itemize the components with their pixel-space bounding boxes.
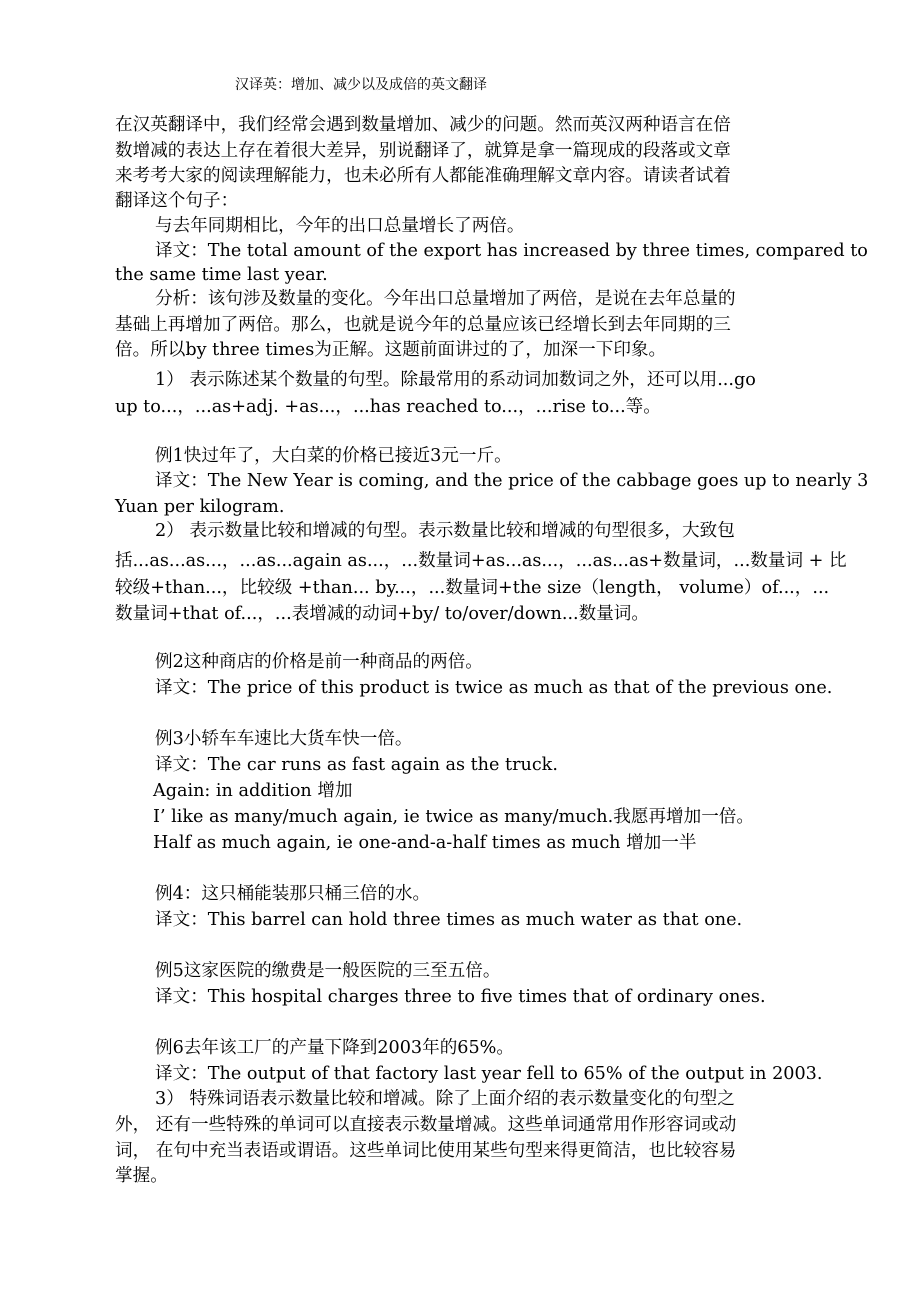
text-line: 数量词+that of...，...表增减的动词+by/ to/over/down...数量词。 bbox=[115, 604, 649, 624]
text-line: 外， 还有一些特殊的单词可以直接表示数量增减。这些单词通常用作形容词或动 bbox=[115, 1115, 737, 1135]
text-line: 括...as...as...，...as...again as...，...数量词+as...as...，...as...as+数量词，...数量词 + 比 bbox=[115, 551, 847, 571]
text-line: I’ like as many/much again, ie twice as many/much.我愿再增加一倍。 bbox=[153, 807, 754, 827]
text-line: 来考考大家的阅读理解能力，也未必所有人都能准确理解文章内容。请读者试着 bbox=[115, 166, 731, 186]
text-line: 译文：This barrel can hold three times as much water as that one. bbox=[155, 910, 743, 930]
text-line: 2） 表示数量比较和增减的句型。表示数量比较和增减的句型很多，大致包 bbox=[155, 521, 735, 541]
text-line: 分析：该句涉及数量的变化。今年出口总量增加了两倍，是说在去年总量的 bbox=[155, 289, 736, 309]
text-line: 翻译这个句子： bbox=[115, 191, 239, 211]
text-line: 译文：The total amount of the export has increased by three times, compared to bbox=[155, 241, 868, 261]
text-line: 例5这家医院的缴费是一般医院的三至五倍。 bbox=[155, 961, 501, 981]
text-line: 基础上再增加了两倍。那么，也就是说今年的总量应该已经增长到去年同期的三 bbox=[115, 315, 731, 335]
text-line: Half as much again, ie one-and-a-half times as much 增加一半 bbox=[153, 833, 697, 853]
text-line: 例4：这只桶能装那只桶三倍的水。 bbox=[155, 884, 431, 904]
text-line: 3） 特殊词语表示数量比较和增减。除了上面介绍的表示数量变化的句型之 bbox=[155, 1089, 735, 1109]
text-line: 与去年同期相比，今年的出口总量增长了两倍。 bbox=[155, 216, 525, 236]
text-line: up to...，...as+adj. +as...，...has reached to...，...rise to...等。 bbox=[115, 397, 661, 417]
text-line: 译文：The price of this product is twice as much as that of the previous one. bbox=[155, 678, 833, 698]
text-line: 掌握。 bbox=[115, 1166, 168, 1186]
text-line: 译文：This hospital charges three to five times that of ordinary ones. bbox=[155, 987, 766, 1007]
text-line: 较级+than...，比较级 +than... by...，...数量词+the size（length， volume）of...，... bbox=[115, 578, 830, 598]
text-line: 1） 表示陈述某个数量的句型。除最常用的系动词加数词之外，还可以用...go bbox=[155, 370, 756, 390]
text-line: Again: in addition 增加 bbox=[153, 781, 353, 801]
text-line: 例1快过年了，大白菜的价格已接近3元一斤。 bbox=[155, 446, 512, 466]
text-line: 译文：The New Year is coming, and the price of the cabbage goes up to nearly 3 bbox=[155, 471, 869, 491]
text-line: 例3小轿车车速比大货车快一倍。 bbox=[155, 729, 413, 749]
text-line: 译文：The output of that factory last year fell to 65% of the output in 2003. bbox=[155, 1064, 823, 1084]
page-header: 汉译英：增加、减少以及成倍的英文翻译 bbox=[235, 77, 487, 93]
text-line: Yuan per kilogram. bbox=[115, 497, 285, 517]
text-line: 在汉英翻译中，我们经常会遇到数量增加、减少的问题。然而英汉两种语言在倍 bbox=[115, 115, 731, 135]
text-line: the same time last year. bbox=[115, 265, 328, 285]
text-line: 倍。所以by three times为正解。这题前面讲过的了，加深一下印象。 bbox=[115, 340, 667, 360]
text-line: 例2这种商店的价格是前一种商品的两倍。 bbox=[155, 652, 483, 672]
text-line: 词， 在句中充当表语或谓语。这些单词比使用某些句型来得更简洁，也比较容易 bbox=[115, 1141, 737, 1161]
text-line: 例6去年该工厂的产量下降到2003年的65%。 bbox=[155, 1038, 514, 1058]
text-line: 数增减的表达上存在着很大差异，别说翻译了，就算是拿一篇现成的段落或文章 bbox=[115, 141, 731, 161]
text-line: 译文：The car runs as fast again as the truck. bbox=[155, 755, 558, 775]
